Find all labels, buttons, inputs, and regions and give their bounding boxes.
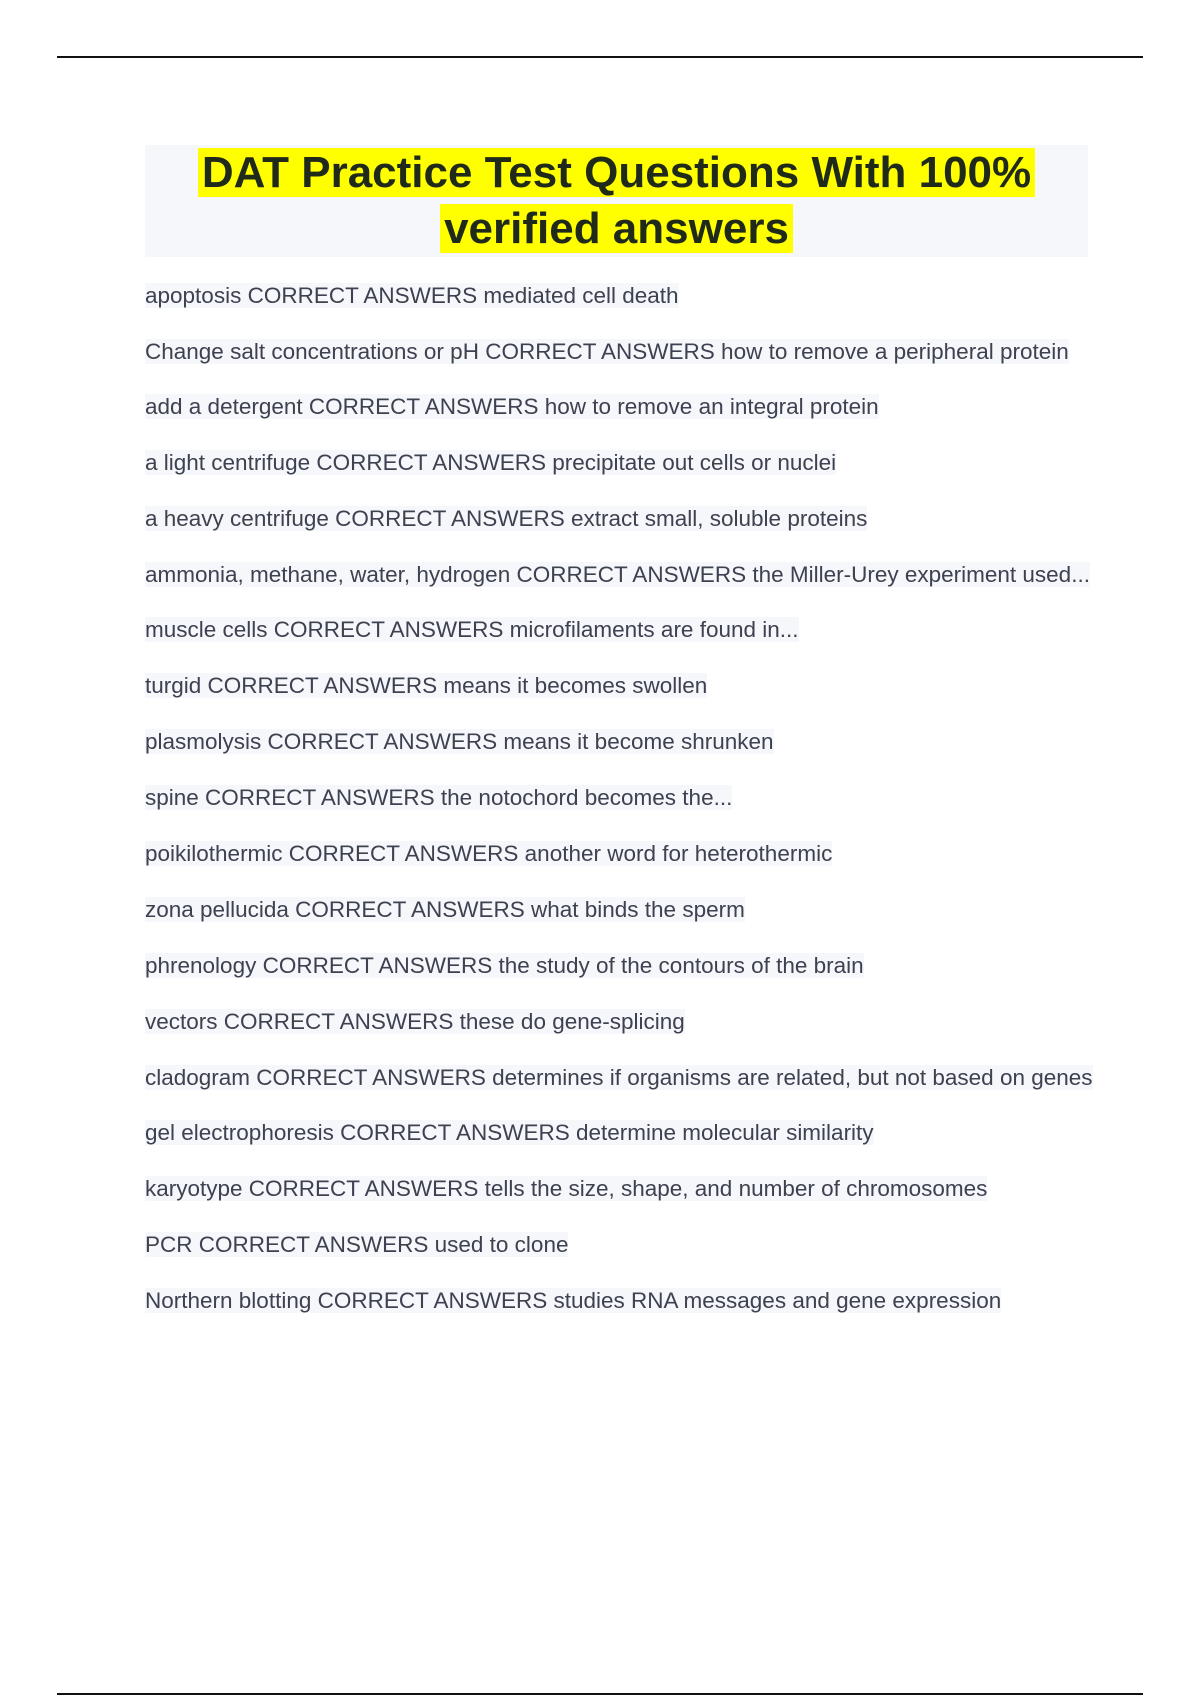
entry-text: apoptosis CORRECT ANSWERS mediated cell death — [145, 283, 679, 308]
footer-rule — [57, 1693, 1143, 1695]
entry-text: Northern blotting CORRECT ANSWERS studies RNA messages and gene expression — [145, 1288, 1002, 1313]
list-item — [145, 1119, 1095, 1147]
list-item — [145, 672, 1095, 700]
list-item — [145, 1287, 1095, 1315]
entry-text: gel electrophoresis CORRECT ANSWERS determine molecular similarity — [145, 1120, 874, 1145]
list-item — [145, 896, 1095, 924]
document-title-block — [145, 145, 1088, 257]
list-item — [145, 952, 1095, 980]
entry-text: a light centrifuge CORRECT ANSWERS precipitate out cells or nuclei — [145, 450, 837, 475]
entry-text: muscle cells CORRECT ANSWERS microfilaments are found in... — [145, 617, 799, 642]
list-item — [145, 338, 1095, 366]
list-item — [145, 840, 1095, 868]
list-item — [145, 616, 1095, 644]
list-item — [145, 561, 1095, 589]
list-item — [145, 282, 1095, 310]
list-item — [145, 449, 1095, 477]
entry-text: turgid CORRECT ANSWERS means it becomes swollen — [145, 673, 708, 698]
list-item — [145, 1175, 1095, 1203]
entry-text: spine CORRECT ANSWERS the notochord becomes the... — [145, 785, 733, 810]
entry-text: ammonia, methane, water, hydrogen CORRECT ANSWERS the Miller-Urey experiment used... — [145, 562, 1090, 587]
header-rule — [57, 56, 1143, 58]
entry-text: karyotype CORRECT ANSWERS tells the size, shape, and number of chromosomes — [145, 1176, 988, 1201]
list-item — [145, 728, 1095, 756]
list-item — [145, 1064, 1095, 1092]
entry-text: vectors CORRECT ANSWERS these do gene-splicing — [145, 1009, 685, 1034]
entry-text: Change salt concentrations or pH CORRECT ANSWERS how to remove a peripheral protein — [145, 339, 1069, 364]
document-title: DAT Practice Test Questions With 100% verified answers — [198, 148, 1035, 253]
entry-text: PCR CORRECT ANSWERS used to clone — [145, 1232, 569, 1257]
entry-text: add a detergent CORRECT ANSWERS how to remove an integral protein — [145, 394, 879, 419]
entry-text: phrenology CORRECT ANSWERS the study of the contours of the brain — [145, 953, 864, 978]
entry-text: plasmolysis CORRECT ANSWERS means it become shrunken — [145, 729, 774, 754]
entry-text: zona pellucida CORRECT ANSWERS what binds the sperm — [145, 897, 745, 922]
list-item — [145, 505, 1095, 533]
entry-text: a heavy centrifuge CORRECT ANSWERS extract small, soluble proteins — [145, 506, 868, 531]
list-item — [145, 1231, 1095, 1259]
flashcard-list — [145, 282, 1095, 1343]
list-item — [145, 1008, 1095, 1036]
list-item — [145, 393, 1095, 421]
entry-text: poikilothermic CORRECT ANSWERS another word for heterothermic — [145, 841, 833, 866]
entry-text: cladogram CORRECT ANSWERS determines if organisms are related, but not based on genes — [145, 1065, 1093, 1090]
list-item — [145, 784, 1095, 812]
